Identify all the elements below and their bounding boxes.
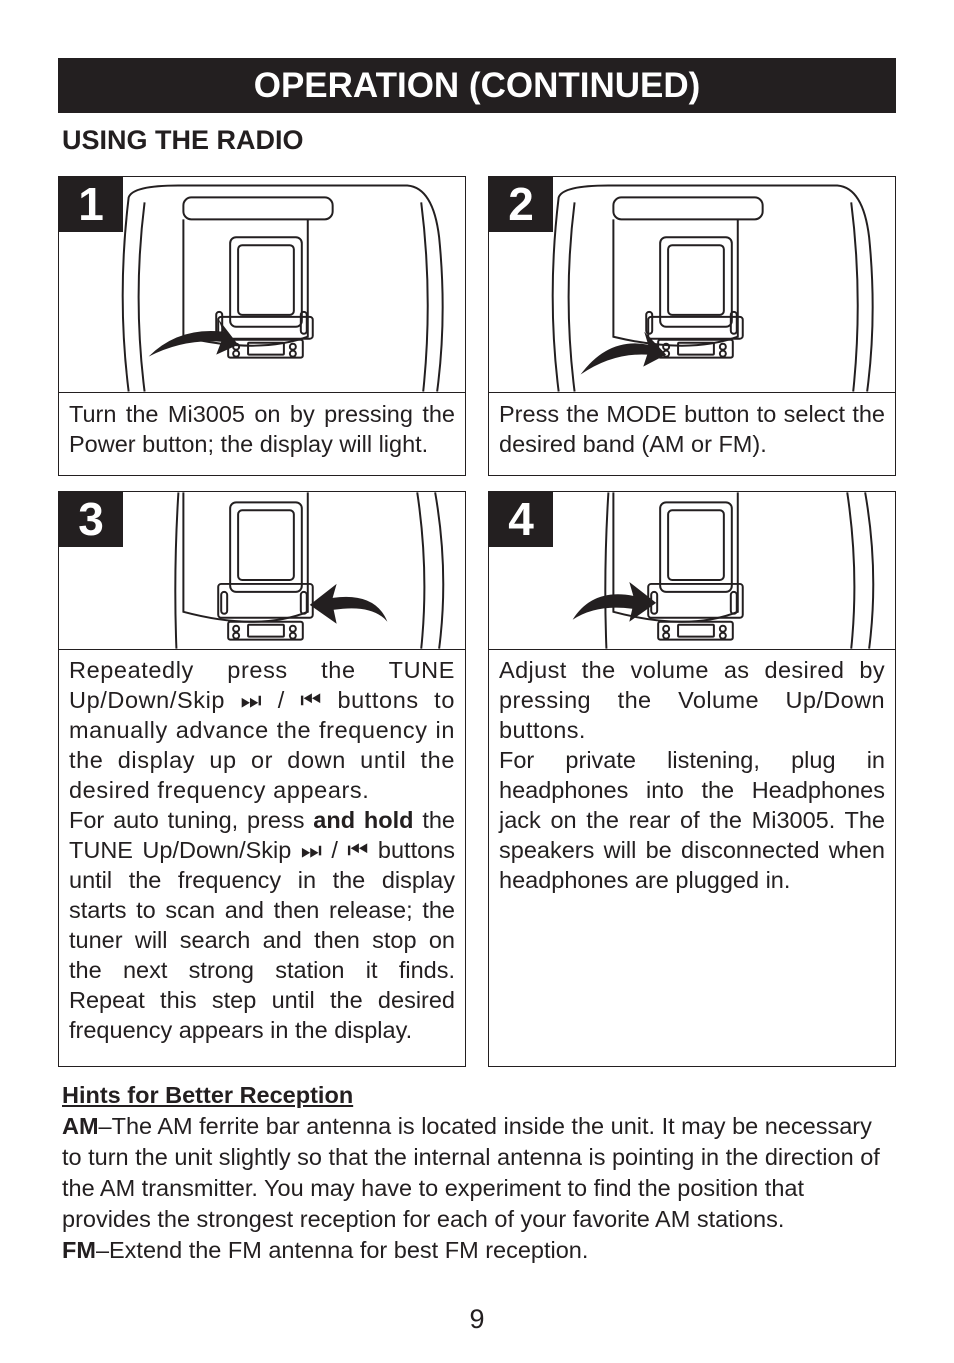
page-number: 9 (469, 1304, 485, 1334)
step-2-number: 2 (489, 177, 553, 232)
hint-fm-label: FM (62, 1237, 96, 1263)
step-3-paragraph-1: Repeatedly press the TUNE Up/Down/Skip ⏭ / ⏮ buttons to manually advance the frequency in the display up or down until the desired frequency appears. (69, 657, 455, 803)
step-3-panel (58, 491, 466, 1067)
step-4-paragraph-1: Adjust the volume as desired by pressing the Volume Up/Down buttons. (499, 657, 885, 743)
step-3-number: 3 (59, 492, 123, 547)
step-3-paragraph-2 (69, 805, 455, 1045)
step-3-illustration (59, 492, 465, 650)
hint-am-label: AM (62, 1113, 99, 1139)
reception-hints (62, 1080, 892, 1266)
step-3-text-bold: and hold (313, 807, 414, 833)
step-1-panel (58, 176, 466, 476)
step-4-paragraph-2: For private listening, plug in headphones into the Headphones jack on the rear of the Mi3005. The speakers will be disconnected when headphones are plugged in. (499, 747, 885, 893)
hint-am (62, 1111, 892, 1235)
step-1-number: 1 (59, 177, 123, 232)
step-1-illustration (59, 177, 465, 393)
step-2-text: Press the MODE button to select the desired band (AM or FM). (499, 401, 885, 457)
step-3-text-pre: For auto tuning, press (69, 807, 314, 833)
step-4-text (499, 655, 885, 895)
step-3-text (69, 655, 455, 1045)
step-3-text-post: the TUNE Up/Down/Skip ⏭ / ⏮ buttons until the frequency in the display starts to scan and then release; the tuner will search and then stop on the next strong station it finds. Repeat this step until the desired frequency appears in the display. (69, 807, 455, 1043)
step-4-illustration (489, 492, 895, 650)
hint-fm-text: –Extend the FM antenna for best FM reception. (95, 1237, 589, 1263)
section-title: USING THE RADIO (62, 125, 304, 155)
step-4-number: 4 (489, 492, 553, 547)
hint-fm (62, 1235, 892, 1266)
step-1-text: Turn the Mi3005 on by pressing the Power button; the display will light. (69, 401, 455, 457)
hint-am-text: –The AM ferrite bar antenna is located inside the unit. It may be necessary to turn the unit slightly so that the internal antenna is pointing in the direction of the AM transmitter. You may have to experiment to find the position that provides the strongest reception for each of your favorite AM stations. (62, 1113, 880, 1232)
page-header: OPERATION (CONTINUED) (58, 58, 896, 113)
step-4-panel (488, 491, 896, 1067)
step-2-panel (488, 176, 896, 476)
step-2-illustration (489, 177, 895, 393)
hints-title: Hints for Better Reception (62, 1082, 354, 1108)
